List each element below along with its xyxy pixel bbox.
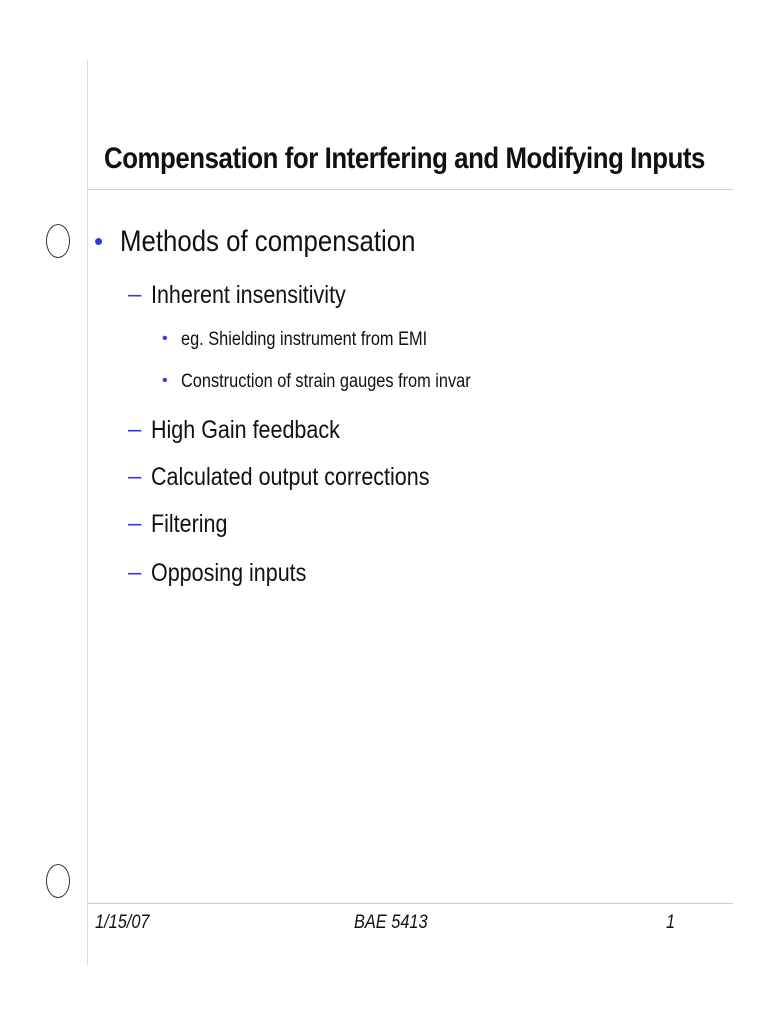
sub-bullet-opposing: Opposing inputs xyxy=(151,559,307,587)
sub-bullet-high-gain: High Gain feedback xyxy=(151,416,340,444)
sub-bullet-calculated: Calculated output corrections xyxy=(151,463,430,491)
dash-icon: – xyxy=(128,281,142,308)
footer-date: 1/15/07 xyxy=(95,912,150,933)
bullet-methods: Methods of compensation xyxy=(120,225,416,258)
punch-hole-top xyxy=(46,224,70,258)
sub-bullet-filtering: Filtering xyxy=(151,510,228,538)
title-divider xyxy=(87,189,733,190)
sub-bullet-inherent: Inherent insensitivity xyxy=(151,281,346,309)
footer-course: BAE 5413 xyxy=(354,912,428,933)
footer-page-number: 1 xyxy=(666,912,676,933)
dash-icon: – xyxy=(128,510,142,537)
sub-sub-bullet-invar: Construction of strain gauges from invar xyxy=(181,371,471,392)
bullet-icon: • xyxy=(94,226,104,256)
dash-icon: – xyxy=(128,463,142,490)
slide-title: Compensation for Interfering and Modifying Inputs xyxy=(104,142,705,175)
dash-icon: – xyxy=(128,559,142,586)
margin-rule xyxy=(87,60,88,965)
bullet-icon: • xyxy=(162,330,168,347)
bullet-icon: • xyxy=(162,372,168,389)
footer-divider xyxy=(87,903,733,904)
dash-icon: – xyxy=(128,416,142,443)
punch-hole-bottom xyxy=(46,864,70,898)
sub-sub-bullet-shielding: eg. Shielding instrument from EMI xyxy=(181,329,428,350)
